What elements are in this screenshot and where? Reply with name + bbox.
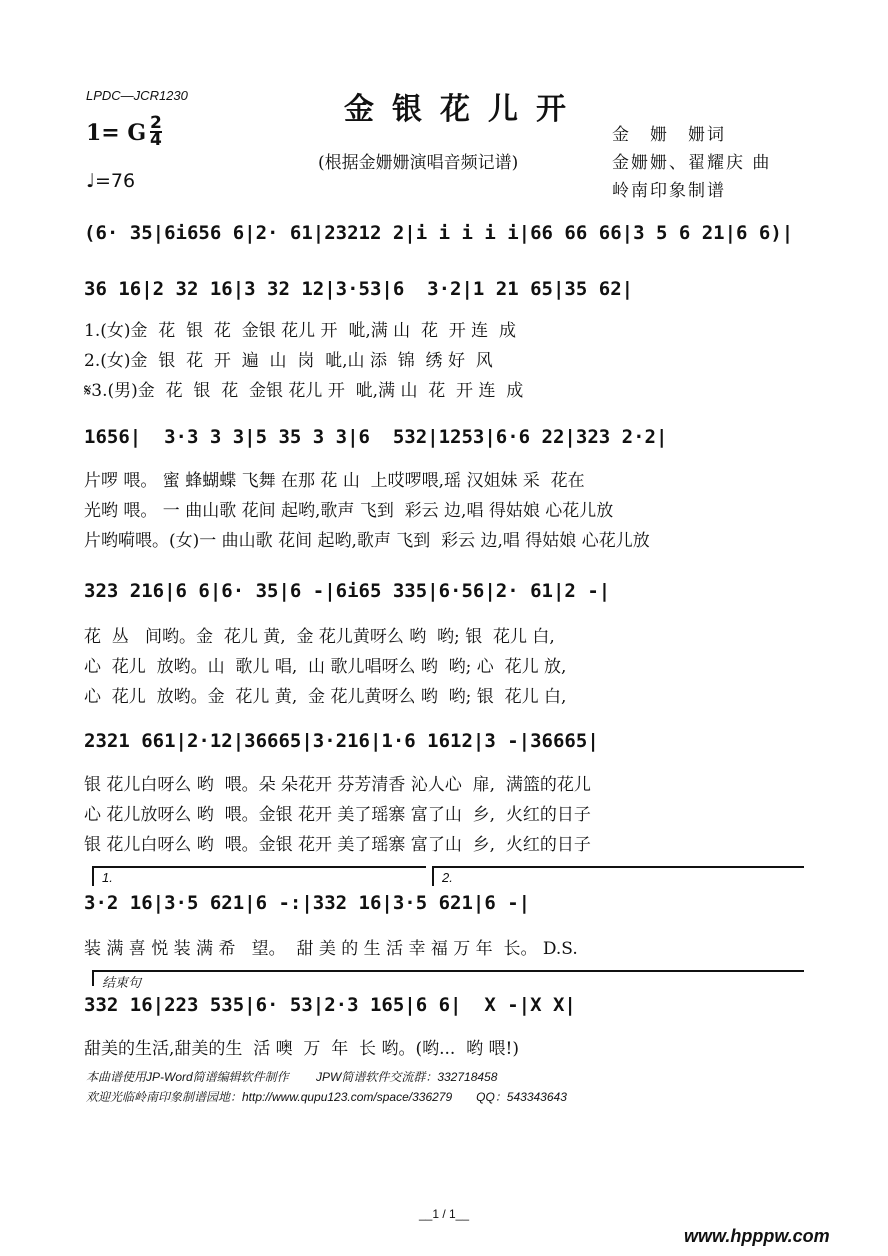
lyric-line-3-verse-2: 光哟 喂。 一 曲山歌 花间 起哟,歌声 飞到 彩云 边,唱 得姑娘 心花儿放 bbox=[84, 501, 614, 521]
music-line-3: 1656| 3·3 3 3|5 35 3 3|6 532|1253|6·6 22|323 2·2| bbox=[84, 426, 668, 448]
lyric-line-5-verse-1: 银 花儿白呀么 哟 喂。朵 朵花开 芬芳清香 沁人心 扉, 满篮的花儿 bbox=[84, 775, 591, 795]
music-line-1: (6· 35|6i656 6|2· 61|23212 2|i i i i i|66 66 66|3 5 6 21|6 6)| bbox=[84, 222, 794, 244]
coda-bracket bbox=[92, 970, 804, 972]
footer-line-2: 欢迎光临岭南印象制谱园地：http://www.qupu123.com/space/336279 QQ：543343643 bbox=[86, 1090, 567, 1104]
arranger-credit: 岭南印象制谱 bbox=[612, 181, 726, 201]
page-title: 金银花儿开 bbox=[344, 92, 584, 127]
lyric-line-2-verse-3: 𝄋3.(男)金 花 银 花 金银 花儿 开 呲,满 山 花 开 连 成 bbox=[84, 381, 524, 401]
score-code: LPDC—JCR1230 bbox=[86, 88, 188, 103]
coda-label: 结束句 bbox=[102, 975, 142, 990]
lyric-line-2-verse-2: 2.(女)金 银 花 开 遍 山 岗 呲,山 添 锦 绣 好 风 bbox=[84, 351, 493, 371]
lyric-line-6: 装 满 喜 悦 装 满 希 望。 甜 美 的 生 活 幸 福 万 年 长。 D.S. bbox=[84, 939, 578, 959]
time-bottom: 4 bbox=[150, 130, 162, 150]
volta-2-label: 2. bbox=[442, 870, 453, 885]
lyric-line-3-verse-3: 片哟嗬喂。(女)一 曲山歌 花间 起哟,歌声 飞到 彩云 边,唱 得姑娘 心花儿放 bbox=[84, 531, 650, 551]
volta-1-label: 1. bbox=[102, 870, 113, 885]
volta-2-left bbox=[432, 866, 434, 886]
footer-line-1: 本曲谱使用JP-Word简谱编辑软件制作 JPW简谱软件交流群：332718458 bbox=[86, 1070, 498, 1084]
volta-2-bracket bbox=[432, 866, 804, 868]
music-line-5: 2321 661|2·12|36665|3·216|1·6 1612|3 -|36665| bbox=[84, 730, 599, 752]
key-signature: 1= G bbox=[86, 120, 147, 146]
page-number: __1 / 1__ bbox=[418, 1207, 470, 1221]
lyric-line-4-verse-1: 花 丛 间哟。金 花儿 黄, 金 花儿黄呀么 哟 哟; 银 花儿 白, bbox=[84, 627, 555, 647]
lyric-line-7: 甜美的生活,甜美的生 活 噢 万 年 长 哟。(哟... 哟 喂!) bbox=[84, 1039, 519, 1059]
time-top: 2 bbox=[150, 113, 162, 133]
music-line-2: 36 16|2 32 16|3 32 12|3·53|6 3·2|1 21 65|35 62| bbox=[84, 278, 634, 300]
coda-left bbox=[92, 970, 94, 986]
lyric-line-3-verse-1: 片啰 喂。 蜜 蜂蝴蝶 飞舞 在那 花 山 上哎啰喂,瑶 汉姐妹 采 花在 bbox=[84, 471, 585, 491]
composer-credit: 金姗姗、翟耀庆 曲 bbox=[612, 153, 772, 173]
tempo-mark: ♩=76 bbox=[86, 170, 136, 192]
time-signature bbox=[150, 113, 162, 150]
music-line-6: 3·2 16|3·5 621|6 -:|332 16|3·5 621|6 -| bbox=[84, 892, 531, 914]
music-line-7: 332 16|223 535|6· 53|2·3 165|6 6| X -|X X| bbox=[84, 994, 576, 1016]
music-line-4: 323 216|6 6|6· 35|6 -|6i65 335|6·56|2· 61|2 -| bbox=[84, 580, 611, 602]
lyric-line-5-verse-2: 心 花儿放呀么 哟 喂。金银 花开 美了瑶寨 富了山 乡, 火红的日子 bbox=[84, 805, 591, 825]
lyric-line-5-verse-3: 银 花儿白呀么 哟 喂。金银 花开 美了瑶寨 富了山 乡, 火红的日子 bbox=[84, 835, 591, 855]
lyricist-credit: 金 姗 姗词 bbox=[612, 125, 726, 145]
lyric-line-4-verse-3: 心 花儿 放哟。金 花儿 黄, 金 花儿黄呀么 哟 哟; 银 花儿 白, bbox=[84, 687, 567, 707]
site-watermark: www.hpppw.com bbox=[684, 1226, 830, 1246]
subtitle: (根据金姗姗演唱音频记谱) bbox=[318, 153, 519, 173]
volta-1-left bbox=[92, 866, 94, 886]
volta-1-bracket bbox=[92, 866, 426, 868]
lyric-line-4-verse-2: 心 花儿 放哟。山 歌儿 唱, 山 歌儿唱呀么 哟 哟; 心 花儿 放, bbox=[84, 657, 567, 677]
lyric-line-2-verse-1: 1.(女)金 花 银 花 金银 花儿 开 呲,满 山 花 开 连 成 bbox=[84, 321, 516, 341]
